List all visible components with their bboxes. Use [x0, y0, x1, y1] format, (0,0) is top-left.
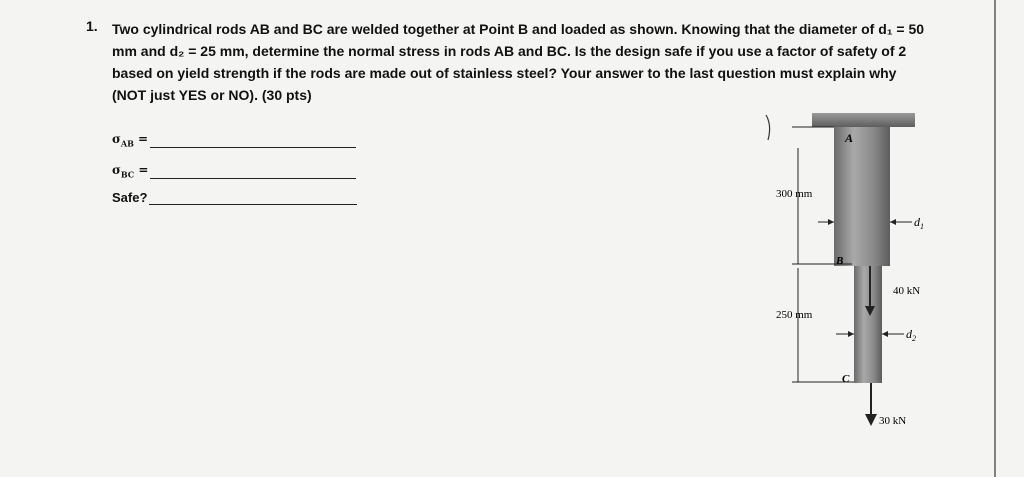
sigma-ab-label: $\sigma_{AB}$ =: [112, 132, 149, 149]
label-c: C: [842, 373, 850, 385]
label-a: A: [845, 131, 854, 145]
sigma-bc-label: $\sigma_{BC}$ =: [112, 163, 149, 180]
d2-subscript: 2: [912, 334, 916, 343]
question-number: 1.: [86, 18, 98, 34]
load-b-label: 40 kN: [893, 285, 921, 297]
d1-arrowhead-left: [828, 219, 834, 225]
sigma-ab-label-subscript: AB: [120, 138, 134, 149]
d2-letter: d: [906, 327, 912, 341]
d2-arrowhead-left: [848, 331, 854, 337]
question-line-3: based on yield strength if the rods are made out of stainless steel? Your answer to the last question must explain why: [112, 65, 897, 81]
d2-label: [906, 327, 916, 343]
rod-ab: [834, 127, 890, 266]
d2-arrowhead-right: [882, 331, 888, 337]
rod-bc: [854, 266, 882, 383]
reference-mark: [766, 115, 770, 140]
dim-bc-label: 250 mm: [776, 309, 813, 321]
safe-label: Safe?: [112, 190, 148, 205]
label-b: B: [836, 255, 844, 267]
page-edge-line: [994, 0, 996, 477]
d1-arrowhead-right: [890, 219, 896, 225]
sigma-bc-label-subscript: BC: [120, 169, 135, 180]
d1-label: [914, 215, 924, 231]
d1-letter: d: [914, 215, 920, 229]
question-line-1: Two cylindrical rods AB and BC are welded together at Point B and loaded as shown. Knowing that the diameter of d₁ = 50: [112, 21, 925, 37]
fixed-support: [812, 113, 915, 127]
dim-ab-label: 300 mm: [776, 188, 813, 200]
d1-subscript: 1: [920, 222, 924, 231]
load-c-label: 30 kN: [879, 415, 907, 427]
load-c-arrow-head: [865, 414, 877, 426]
question-line-4: (NOT just YES or NO). (30 pts): [112, 87, 312, 103]
question-line-2: mm and d₂ = 25 mm, determine the normal stress in rods AB and BC. Is the design safe if you use a factor of safety of 2: [112, 43, 907, 59]
